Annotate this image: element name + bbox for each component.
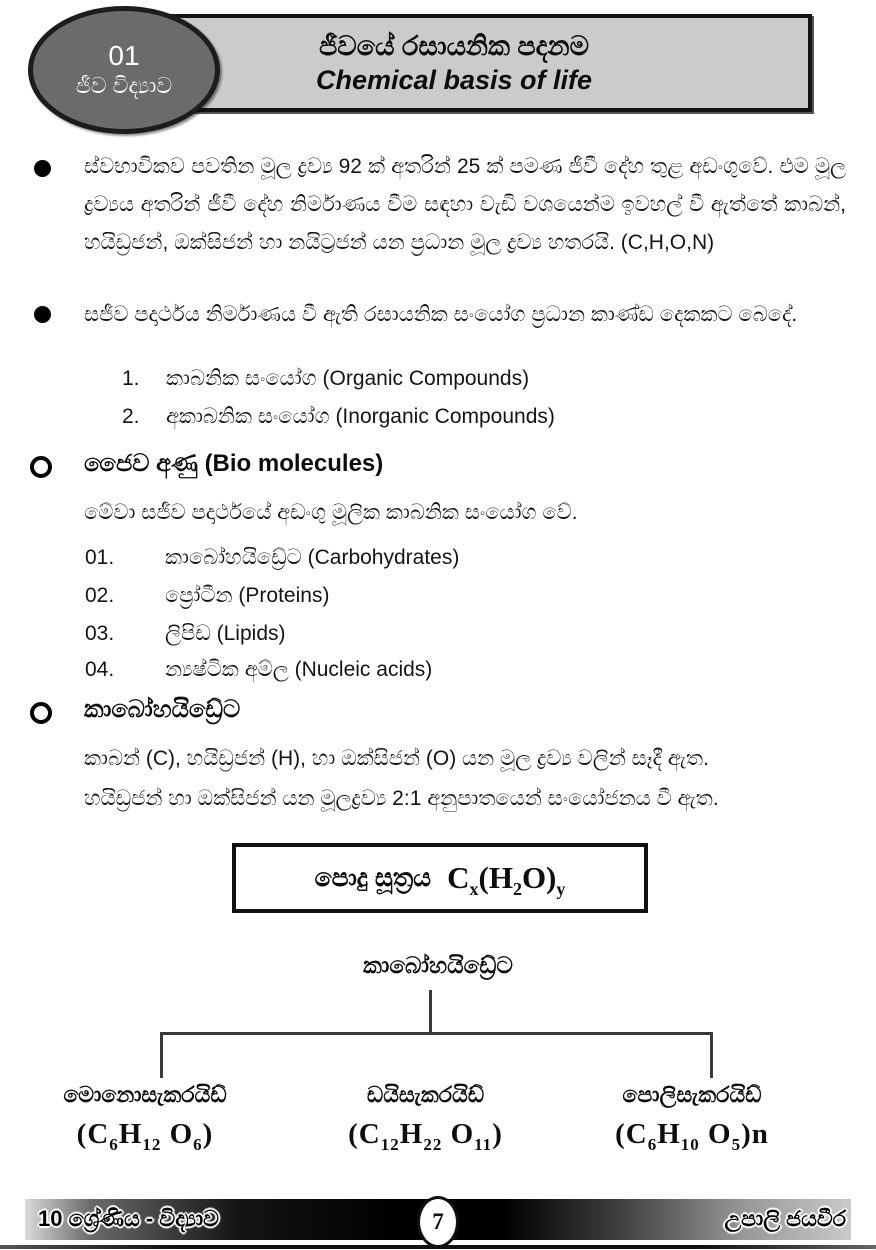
list-item-label: ලිපිඩ (Lipids) <box>165 622 286 645</box>
footer-author: උපාලි ජයවීර <box>724 1206 846 1231</box>
diagram-child-name: පොලිසැකරයිඩ් <box>622 1082 762 1107</box>
chapter-title-english: Chemical basis of life <box>315 65 593 95</box>
list-item-label: කාබනික සංයෝග (Organic Compounds) <box>166 367 530 390</box>
diagram-child-formula: ($C_6H_{10}$ $O_5)n$ <box>615 1118 769 1154</box>
diagram-child-disaccharide <box>318 1082 533 1154</box>
bullet-dot-icon <box>34 306 51 323</box>
intro-paragraph-1: ස්වභාවිකව පවතින මූල ද්‍රව්‍ය 92 ක් අතරින් 25 ක් පමණ ජීවී දේහ තුළ අඩංගුවේ. එම මූල ද්‍රව්‍යය අතරින් ජීවී දේහ නිර්මාණය වීම සඳහා වැඩි වශයෙන්ම ඉවහල් වී ඇත්තේ කාබන්, හයිඩ්‍රජන්, ඔක්සිජන් හා නයිට්‍රජන් යන ප්‍රධාන මූල ද්‍රව්‍ය හතරයි. (C,H,O,N) <box>84 155 846 254</box>
unit-badge <box>28 6 220 134</box>
page-number: 7 <box>432 1209 444 1234</box>
footer-rule <box>0 1245 876 1249</box>
diagram-connector-horizontal <box>160 1032 713 1035</box>
list-item-label: කාබෝහයිඩ්‍රේට (Carbohydrates) <box>165 546 460 569</box>
intro-paragraph-2: සජීව පදාර්ථය නිර්මාණය වී ඇති රසායනික සංයෝග ප්‍රධාන කාණ්ඩ දෙකකට බෙදේ. <box>84 303 798 326</box>
chapter-title-sinhala: ජීවයේ රසායනික පදනම <box>319 31 589 61</box>
carbohydrates-body-line2: හයිඩ්‍රජන් හා ඔක්සිජන් යන මූලද්‍රව්‍ය 2:1 අනුපාතයෙන් සංයෝජනය වී ඇත. <box>84 787 719 810</box>
list-item-number: 03. <box>85 622 115 645</box>
carbohydrates-body-line1: කාබන් (C), හයිඩ්‍රජන් (H), හා ඔක්සිජන් (O) යන මූල ද්‍රව්‍ය වලින් සෑදී ඇත. <box>84 747 709 770</box>
circle-bullet-icon <box>30 456 52 478</box>
general-formula-label: පොදු සූත්‍රය <box>314 863 432 892</box>
general-formula: $C_x(H_2O)_y$ <box>447 860 566 900</box>
list-item <box>85 655 432 685</box>
carbohydrates-heading: කාබෝහයිඩ්‍රේට <box>84 696 241 723</box>
diagram-child-name: මොනොසැකරයිඩ් <box>63 1082 227 1107</box>
biomolecules-intro: මේවා සජීව පදාර්ථයේ අඩංගු මූලික කාබනික සංයෝග වේ. <box>84 501 578 524</box>
unit-number: 01 <box>108 40 140 71</box>
diagram-child-formula: ($C_6H_{12}$ $O_6$) <box>76 1118 214 1154</box>
list-item <box>122 364 529 394</box>
diagram-root-label: කාබෝහයිඩ්‍රේට <box>363 952 513 978</box>
list-item <box>122 402 555 432</box>
diagram-child-monosaccharide <box>35 1082 255 1154</box>
bullet-dot-icon <box>34 160 51 177</box>
circle-bullet-icon <box>30 702 52 724</box>
page-number-badge <box>417 1196 459 1248</box>
biomolecules-heading: ජෛව අණු (Bio molecules) <box>84 450 384 477</box>
diagram-child-name: ඩයිසැකරයිඩ් <box>366 1082 485 1107</box>
list-item-number: 2. <box>122 405 140 428</box>
list-item-number: 04. <box>85 658 115 681</box>
list-item <box>85 619 286 649</box>
list-item-number: 01. <box>85 546 115 569</box>
list-item-label: අකාබනික සංයෝග (Inorganic Compounds) <box>166 405 555 428</box>
list-item-number: 1. <box>122 367 140 390</box>
footer-grade-subject: 10 ශ්‍රේණිය - විද්‍යාව <box>38 1206 219 1231</box>
general-formula-box <box>232 843 648 913</box>
unit-subject: ජීව විද්‍යාව <box>75 73 173 98</box>
diagram-child-formula: ($C_{12}H_{22}$ $O_{11}$) <box>348 1118 503 1154</box>
diagram-connector-vertical <box>710 1032 713 1078</box>
diagram-child-polysaccharide <box>578 1082 806 1154</box>
list-item-number: 02. <box>85 584 115 607</box>
list-item-label: ප්‍රෝටීන (Proteins) <box>165 584 330 607</box>
list-item <box>85 543 459 573</box>
list-item-label: න්‍යෂ්ටික අම්ල (Nucleic acids) <box>165 658 433 681</box>
diagram-connector-vertical <box>429 990 432 1034</box>
diagram-connector-vertical <box>160 1032 163 1078</box>
list-item <box>85 581 329 611</box>
